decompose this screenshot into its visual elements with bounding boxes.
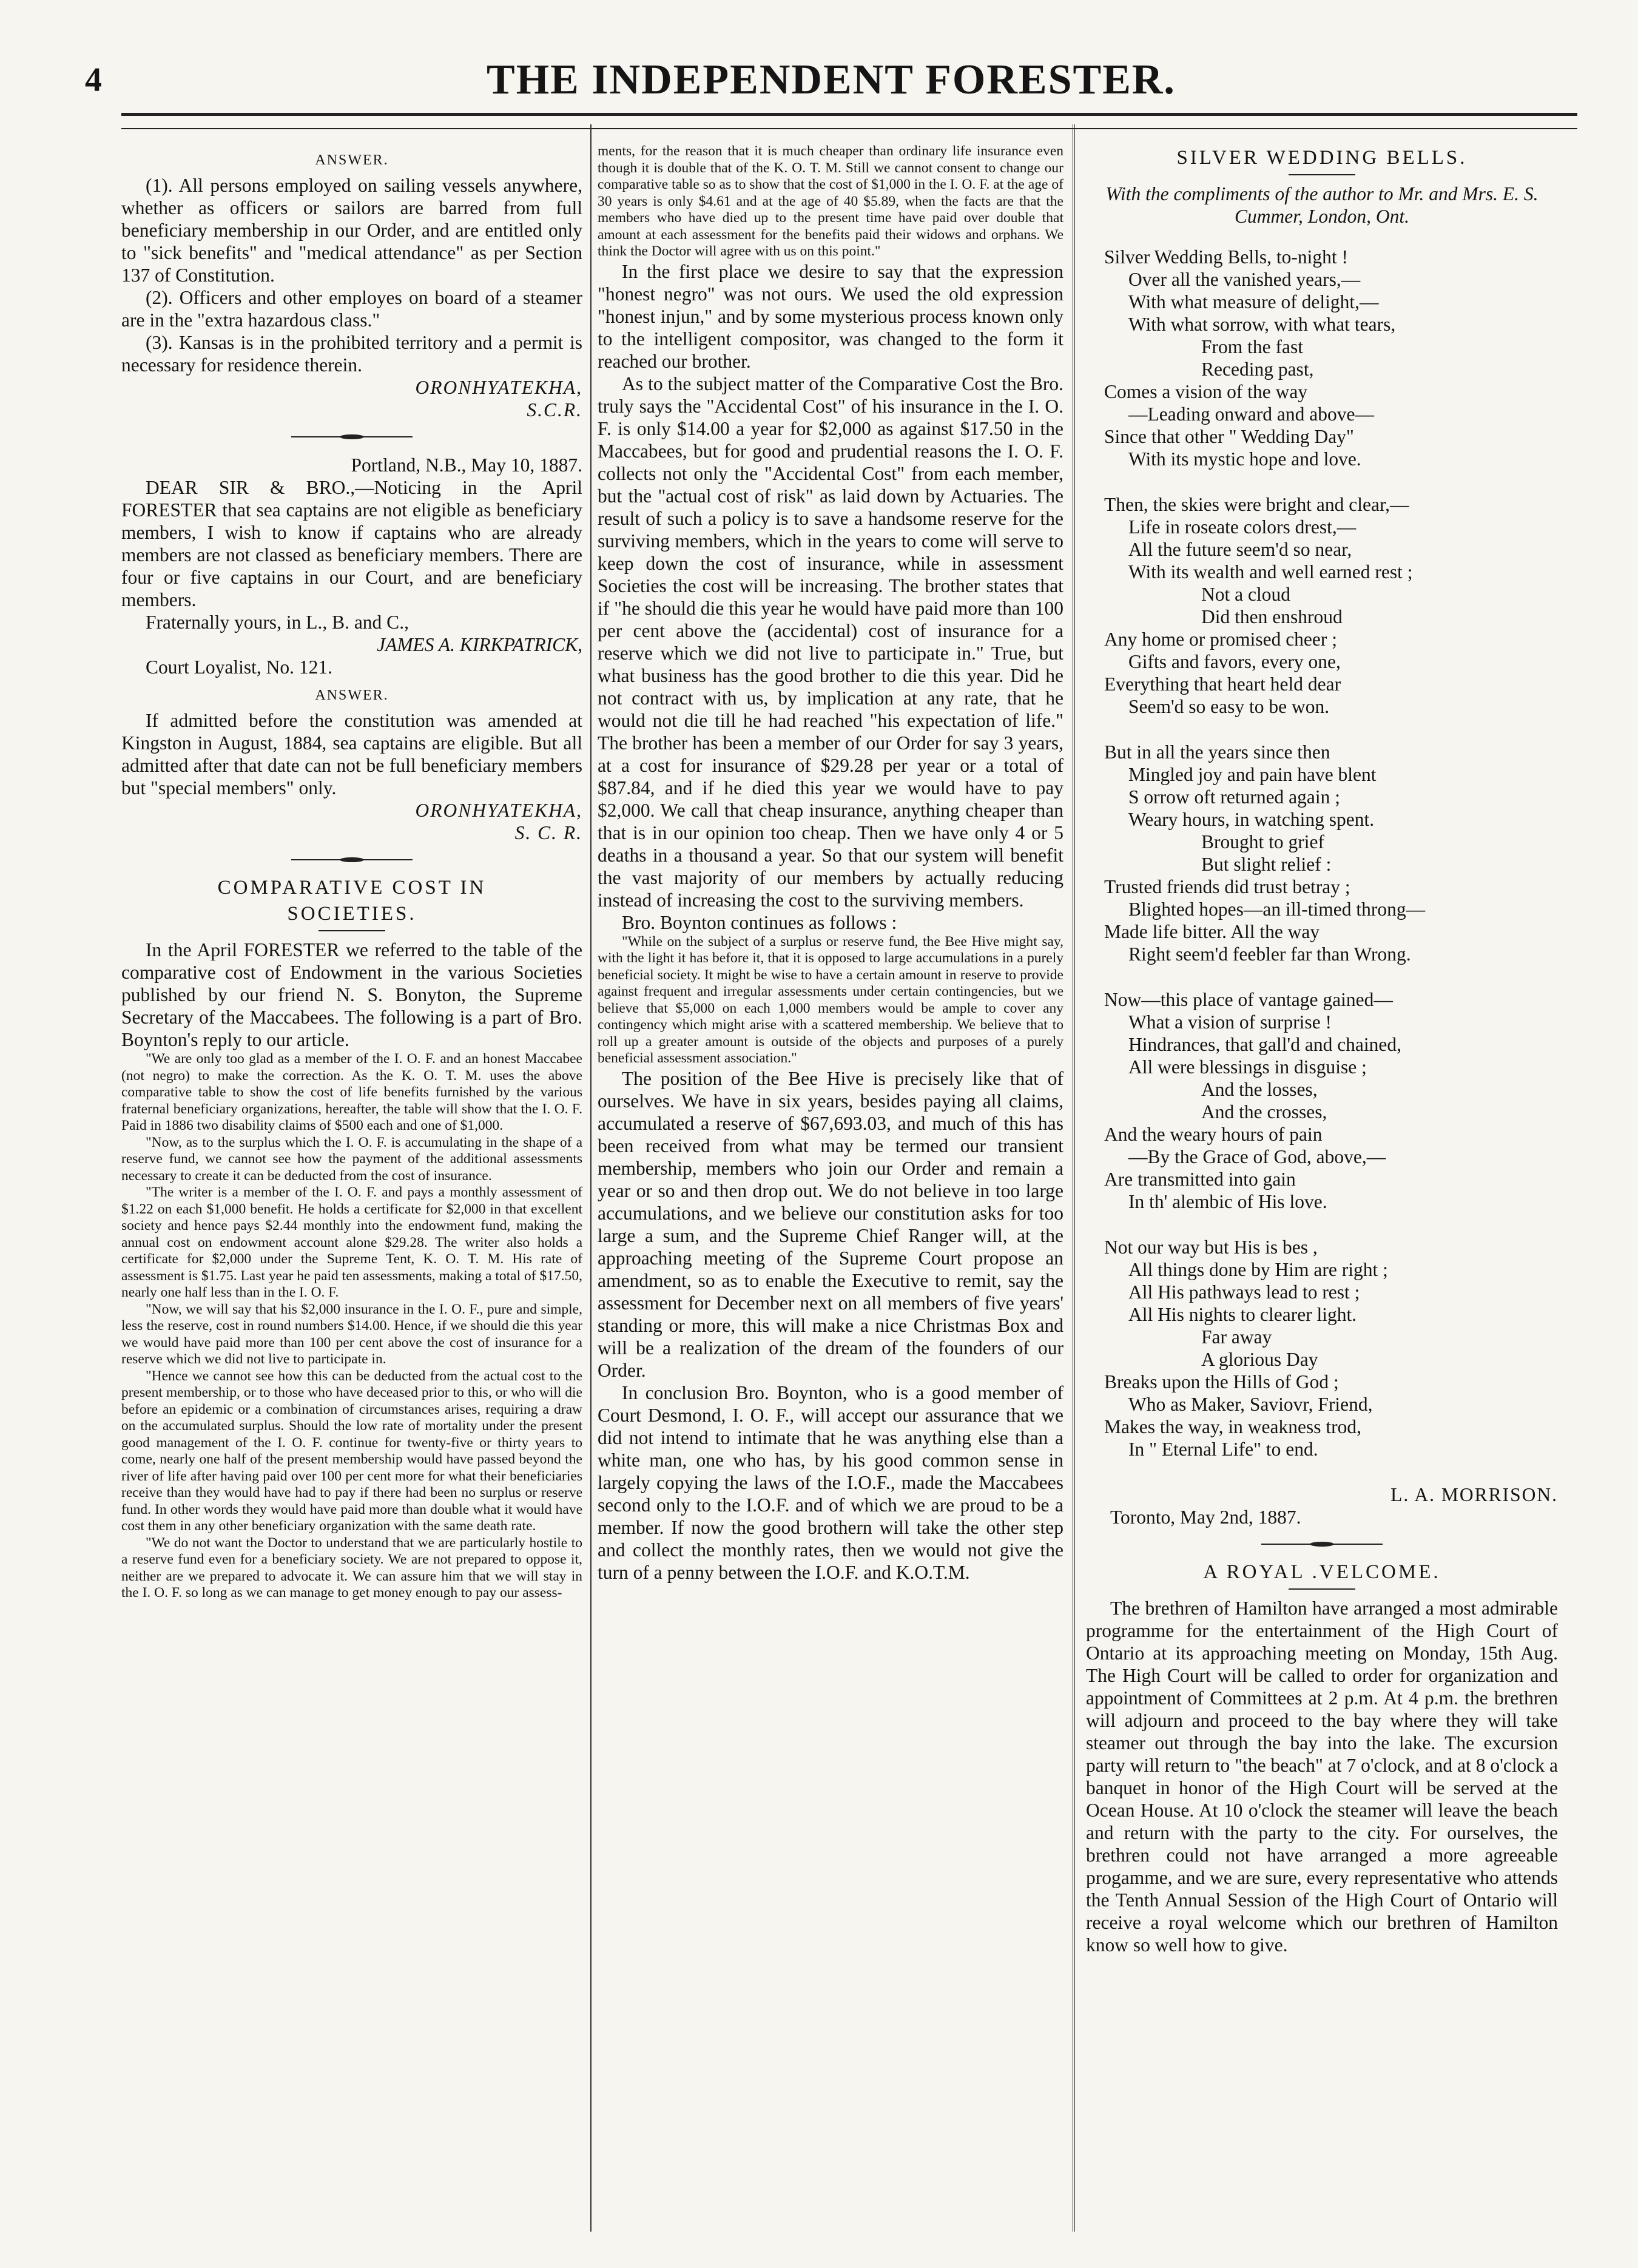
poem-line: In " Eternal Life" to end. — [1128, 1439, 1318, 1460]
poem-line: Breaks upon the Hills of God ; — [1104, 1371, 1339, 1392]
answer-paragraph: If admitted before the constitution was amended at Kingston in August, 1884, sea captains are eligible. But all admitted after that date can not be full beneficiary members but "special members" only. — [121, 710, 582, 798]
article-paragraph: The brethren of Hamilton have arranged a most admirable programme for the entertainment of the High Court of Ontario at its approaching meeting on Monday, 15th Aug. The High Court will be called to order for organization and appointment of Committees at 2 p.m. At 4 p.m. the brethren will adjourn and proceed to the bay where they will take steamer out through the bay into the lake. The excursion party will return to "the beach" at 7 o'clock, and at 8 o'clock a banquet in honor of the High Court will be served at the Ocean House. At 10 o'clock the steamer will leave the beach and return with the party to the city. For ourselves, the brethren could not have arranged a more agreeable progamme, and we are sure, every representative who attends the Tenth Annual Session of the High Court of Ontario will receive a royal welcome which our brethren of Hamilton know so well how to give. — [1086, 1598, 1558, 1956]
poem-line: Trusted friends did trust betray ; — [1104, 876, 1350, 897]
quote-continuation: ments, for the reason that it is much cheaper than ordinary life insurance even though it is double that of the K. O. T. M. Still we cannot consent to change our comparative table so as to show that the cost of $1,000 in the I. O. F. at the age of 30 years is only $4.61 and at the age of 40 $5.89, when the facts are that the members who have died up to the present time have paid over double that amount at each assessment for the benefits paid their widows and orphans. We think the Doctor will agree with us on this point." — [598, 143, 1063, 259]
heading-rule — [1289, 1588, 1355, 1590]
quote-paragraph: "Hence we cannot see how this can be deducted from the actual cost to the present membership, or to those who have deceased prior to this, or who will die before an epidemic or a combination of circumstances arises, requiring a draw on the accumulated surplus. Should the low rate of mortality under the present good management of the I. O. F. continue for twenty-five or thirty years to come, nearly one half of the present membership would have passed beyond the river of life after having paid over 100 per cent more for what their beneficiaries receive than they would have had to pay if there had been no surplus or reserve fund. In other words they would have paid more than double what it would have cost them in any other beneficiary organization with the same death rate. — [121, 1368, 582, 1534]
poem-line: All things done by Him are right ; — [1128, 1259, 1388, 1280]
poem-line: Then, the skies were bright and clear,— — [1104, 494, 1409, 515]
signature-name: ORONHYATEKHA, — [415, 377, 582, 398]
letter-body: DEAR SIR & BRO.,—Noticing in the April FORESTER that sea captains are not eligible as beneficiary members, I wish to know if captains who are already members are not classed as beneficiary members. There are four or five captains in our Court, and are beneficiary members. — [121, 477, 582, 610]
poem-line: All His nights to clearer light. — [1128, 1304, 1357, 1325]
poem-stanza — [1086, 493, 1558, 718]
quote-paragraph: "While on the subject of a surplus or reserve fund, the Bee Hive might say, with the light it has before it, that it is opposed to large accumulations in a purely beneficial society. It might be wise to have a certain amount in reserve to provide against frequent and irregular assessments under certain contingencies, but we believe that $5,000 on each 1,000 members would be ample to cover any contingency which might arise with a scattered membership. We believe that to roll up a greater amount is outside of the objects and purposes of a purely beneficial assessment association." — [598, 933, 1063, 1066]
heading-rule — [318, 930, 385, 931]
poem-line: Gifts and favors, every one, — [1128, 651, 1341, 672]
column-left — [121, 143, 582, 2232]
poem-line: Did then enshroud — [1201, 606, 1343, 627]
article-paragraph: In the first place we desire to say that the expression "honest negro" was not ours. We used the old expression "honest injun," and by some mysterious process known only to the intelligent compositor, was changed to the form it reached our brother. — [598, 260, 1063, 372]
poem-line: Mingled joy and pain have blent — [1128, 764, 1377, 785]
letter-signature: JAMES A. KIRKPATRICK, — [377, 634, 582, 655]
poem-author: L. A. MORRISON. — [1390, 1484, 1558, 1505]
poem-line: Who as Maker, Saviovr, Friend, — [1128, 1394, 1373, 1415]
signature-title: S.C.R. — [527, 399, 582, 420]
column-middle — [598, 143, 1063, 2232]
letter-dateline: Portland, N.B., May 10, 1887. — [351, 454, 582, 476]
quote-paragraph: "We are only too glad as a member of the I. O. F. and an honest Maccabee (not negro) to make the correction. As the K. O. T. M. uses the above comparative table to show the cost of life benefits furnished by the various fraternal beneficiary organizations, hereafter, the table will show that the I. O. F. Paid in 1886 two disability claims of $500 each and one of $1,000. — [121, 1051, 582, 1133]
article-paragraph: As to the subject matter of the Comparative Cost the Bro. truly says the "Accidental Cost" of his insurance in the I. O. F. is only $14.00 a year for $2,000 as against $17.50 in the Maccabees, but for good and prudential reasons the I. O. F. collects not only the "Accidental Cost" from each member, but the "actual cost of risk" as laid down by Actuaries. The result of such a policy is to save a handsome reserve for the surviving members, which in the years to come will serve to keep down the cost of insurance, while in assessment Societies the cost will be increasing. The brother states that if "he should die this year he would have paid more than 100 per cent above the (accidental) cost of insurance for a reserve which we did not live to participate in." True, but what business has the good brother to die this year. Did he not contract with us, by implication at any rate, that he would not die till he had reached "his expectation of life." The brother has been a member of our Order for say 3 years, at a cost for insurance of $29.28 per year or a total of $87.84, and if he died this year we would have to pay $2,000. We call that cheap insurance, anything cheaper than that is in our opinion too cheap. Then we have only 4 or 5 deaths in a thousand a year. So that our system will benefit the vast majority of our members by actually reducing instead of increasing the cost to the surviving members. — [598, 373, 1063, 911]
page-number: 4 — [85, 61, 102, 99]
poem-line: Far away — [1201, 1326, 1272, 1348]
poem-line: With what sorrow, with what tears, — [1128, 314, 1396, 335]
poem-line: Receding past, — [1201, 359, 1314, 380]
quoted-reply — [121, 1051, 582, 1602]
heading-rule — [1289, 174, 1355, 175]
section-separator — [291, 434, 413, 439]
article-paragraph: In the April FORESTER we referred to the table of the comparative cost of Endowment in the various Societies published by our friend N. S. Bonyton, the Supreme Secretary of the Maccabees. The following is a part of Bro. Boynton's reply to our article. — [121, 939, 582, 1050]
poem-line: Made life bitter. All the way — [1104, 921, 1320, 942]
poem-line: With its wealth and well earned rest ; — [1128, 561, 1413, 582]
poem-line: Blighted hopes—an ill-timed throng— — [1128, 899, 1426, 920]
poem-line: But slight relief : — [1201, 854, 1332, 875]
poem-stanza — [1086, 1236, 1558, 1460]
poem-line: Not our way but His is bes , — [1104, 1237, 1318, 1258]
quote-paragraph: "We do not want the Doctor to understand that we are particularly hostile to a reserve fund even for a beneficiary society. We are not prepared to oppose it, neither are we prepared to advocate it. We can assure him that we will stay in the I. O. F. so long as we can manage to get money enough to pay our assess- — [121, 1534, 582, 1601]
section-separator — [291, 857, 413, 862]
poem-line: And the losses, — [1201, 1079, 1318, 1100]
poem-line: And the weary hours of pain — [1104, 1124, 1323, 1145]
column-right — [1086, 143, 1558, 2232]
header-rule — [121, 113, 1577, 129]
poem-line: Hindrances, that gall'd and chained, — [1128, 1034, 1402, 1055]
article-heading: COMPARATIVE COST IN — [217, 877, 487, 899]
poem-line: And the crosses, — [1201, 1101, 1327, 1122]
poem-line: Any home or promised cheer ; — [1104, 629, 1338, 650]
poem-stanza — [1086, 741, 1558, 965]
poem-line: All His pathways lead to rest ; — [1128, 1281, 1360, 1303]
poem-line: S orrow oft returned again ; — [1128, 786, 1341, 808]
poem-line: Not a cloud — [1201, 584, 1290, 605]
poem-line: Right seem'd feebler far than Wrong. — [1128, 943, 1411, 965]
poem-line: A glorious Day — [1201, 1349, 1318, 1370]
signature-name: ORONHYATEKHA, — [415, 800, 582, 821]
poem-line: Over all the vanished years,— — [1128, 269, 1361, 290]
answer-heading: ANSWER. — [315, 152, 389, 168]
poem-line: With its mystic hope and love. — [1128, 448, 1361, 470]
poem-line: —By the Grace of God, above,— — [1128, 1146, 1386, 1167]
poem-line: All were blessings in disguise ; — [1128, 1056, 1367, 1078]
poem-title: SILVER WEDDING BELLS. — [1176, 147, 1468, 169]
poem-date: Toronto, May 2nd, 1887. — [1110, 1507, 1301, 1528]
poem-dedication: With the compliments of the author to Mr. and Mrs. E. S. Cummer, London, Ont. — [1105, 183, 1539, 227]
column-divider — [1073, 124, 1075, 2232]
poem-line: Since that other " Wedding Day" — [1104, 426, 1354, 447]
article-heading: SOCIETIES. — [287, 903, 417, 925]
poem-line: Brought to grief — [1201, 831, 1324, 852]
answer-heading: ANSWER. — [315, 687, 389, 703]
poem-line: But in all the years since then — [1104, 741, 1330, 763]
poem-line: —Leading onward and above— — [1128, 403, 1374, 425]
poem-line: Are transmitted into gain — [1104, 1169, 1296, 1190]
poem-line: Life in roseate colors drest,— — [1128, 516, 1357, 538]
article-paragraph: Bro. Boynton continues as follows : — [622, 911, 897, 933]
poem-line: Everything that heart held dear — [1104, 673, 1341, 695]
poem-line: All the future seem'd so near, — [1128, 539, 1352, 560]
article-paragraph: The position of the Bee Hive is precisely like that of ourselves. We have in six years, besides paying all claims, accumulated a reserve of $67,693.03, and much of this has been received from what may be termed our transient membership, members who join our Order and remain a year or so and then drop out. We do not believe in too large accumulations, and we believe our constitution asks for too large a sum, and the Supreme Chief Ranger will, at the approaching meeting of the Supreme Court propose an amendment, so as to enable the Executive to remit, say the assessment for December next on all members of five years' standing or more, this will make a nice Christmas Box and will be a realization of the dream of the founders of our Order. — [598, 1067, 1063, 1381]
quote-paragraph: "Now, we will say that his $2,000 insurance in the I. O. F., pure and simple, less the reserve, cost in round numbers $14.00. Hence, if we should die this year we would have paid more than 100 per cent above the cost of insurance for a reserve which we did not live to participate in. — [121, 1301, 582, 1367]
newspaper-title: THE INDEPENDENT FORESTER. — [487, 56, 1176, 103]
poem-line: With what measure of delight,— — [1128, 291, 1379, 312]
poem-line: What a vision of surprise ! — [1128, 1011, 1332, 1033]
poem-line: Makes the way, in weakness trod, — [1104, 1416, 1361, 1437]
poem-line: Weary hours, in watching spent. — [1128, 809, 1375, 830]
quote-paragraph: "The writer is a member of the I. O. F. and pays a monthly assessment of $1.22 on each $1,000 benefit. He holds a certificate for $2,000 in that excellent society and hence pays $2.44 monthly into the endowment fund, making the annual cost on endowment account alone $29.28. The writer also holds a certificate for $2,000 under the Supreme Tent, K. O. T. M. His rate of assessment is $1.75. Last year he paid ten assessments, making a total of $17.50, nearly one half less than in the I. O. F. — [121, 1184, 582, 1300]
signature-title: S. C. R. — [514, 822, 582, 843]
article-heading: A ROYAL .VELCOME. — [1203, 1561, 1441, 1583]
answer-paragraph: (3). Kansas is in the prohibited territory and a permit is necessary for residence therein. — [121, 332, 582, 376]
answer-paragraph: (2). Officers and other employes on board of a steamer are in the "extra hazardous class." — [121, 287, 582, 331]
section-separator — [1261, 1542, 1383, 1547]
article-paragraph: In conclusion Bro. Boynton, who is a good member of Court Desmond, I. O. F., will accept our assurance that we did not intend to intimate that he was anything else than a white man, one who has, by his good common sense in largely copying the laws of the I.O.F., made the Maccabees second only to the I.O.F. and of which we are proud to be a member. If now the good brothern will take the other step and collect the monthly rates, then we would not give the turn of a penny between the I.O.F. and K.O.T.M. — [598, 1382, 1063, 1583]
poem-line: In th' alembic of His love. — [1128, 1191, 1327, 1212]
letter-court: Court Loyalist, No. 121. — [146, 656, 332, 678]
poem-body — [1086, 246, 1558, 1460]
poem-stanza — [1086, 246, 1558, 470]
masthead — [85, 42, 1577, 109]
letter-closing: Fraternally yours, in L., B. and C., — [146, 612, 409, 633]
poem-line: Silver Wedding Bells, to-night ! — [1104, 246, 1348, 268]
poem-stanza — [1086, 988, 1558, 1213]
answer-paragraph: (1). All persons employed on sailing vessels anywhere, whether as officers or sailors are barred from full beneficiary membership in our Order, and are entitled only to "sick benefits" and "medical attendance" as per Section 137 of Constitution. — [121, 175, 582, 286]
column-divider — [590, 124, 592, 2232]
poem-line: Now—this place of vantage gained— — [1104, 989, 1393, 1010]
poem-line: Comes a vision of the way — [1104, 381, 1308, 402]
poem-line: From the fast — [1201, 336, 1303, 357]
poem-line: Seem'd so easy to be won. — [1128, 696, 1330, 717]
quote-paragraph: "Now, as to the surplus which the I. O. F. is accumulating in the shape of a reserve fund, we cannot see how the payment of the additional assessments necessary to create it can be deducted from the cost of insurance. — [121, 1134, 582, 1184]
